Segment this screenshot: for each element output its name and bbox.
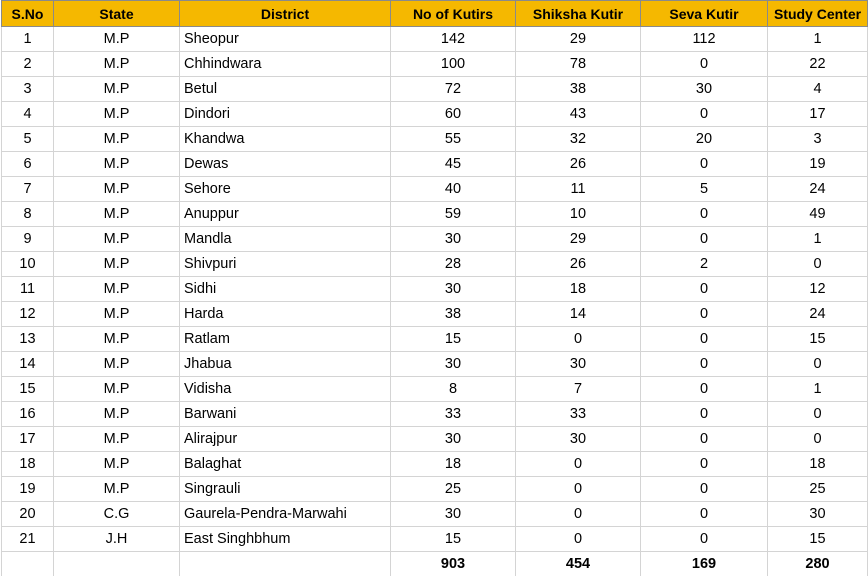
- cell-district: Sehore: [180, 177, 391, 202]
- cell-no-of-kutirs: 100: [391, 52, 516, 77]
- cell-no-of-kutirs: 55: [391, 127, 516, 152]
- cell-shiksha-kutir: 29: [516, 27, 641, 52]
- cell-shiksha-kutir: 29: [516, 227, 641, 252]
- header-state: State: [54, 1, 180, 27]
- cell-district: Anuppur: [180, 202, 391, 227]
- cell-study-center: 19: [768, 152, 868, 177]
- cell-no-of-kutirs: 33: [391, 402, 516, 427]
- cell-seva-kutir: 5: [641, 177, 768, 202]
- cell-district: Vidisha: [180, 377, 391, 402]
- cell-sno: 7: [2, 177, 54, 202]
- cell-district: Khandwa: [180, 127, 391, 152]
- cell-study-center: 15: [768, 527, 868, 552]
- total-shiksha-kutir: 454: [516, 552, 641, 576]
- cell-state: M.P: [54, 152, 180, 177]
- total-no-of-kutirs: 903: [391, 552, 516, 576]
- cell-no-of-kutirs: 25: [391, 477, 516, 502]
- cell-seva-kutir: 0: [641, 227, 768, 252]
- cell-district: Chhindwara: [180, 52, 391, 77]
- cell-sno: 16: [2, 402, 54, 427]
- cell-shiksha-kutir: 38: [516, 77, 641, 102]
- cell-seva-kutir: 0: [641, 352, 768, 377]
- cell-shiksha-kutir: 0: [516, 477, 641, 502]
- total-study-center: 280: [768, 552, 868, 576]
- table-row: [2, 177, 868, 202]
- table-row: [2, 327, 868, 352]
- cell-no-of-kutirs: 30: [391, 352, 516, 377]
- cell-shiksha-kutir: 7: [516, 377, 641, 402]
- cell-shiksha-kutir: 30: [516, 427, 641, 452]
- cell-no-of-kutirs: 30: [391, 502, 516, 527]
- cell-study-center: 30: [768, 502, 868, 527]
- cell-no-of-kutirs: 18: [391, 452, 516, 477]
- cell-sno: 13: [2, 327, 54, 352]
- cell-sno: 20: [2, 502, 54, 527]
- cell-study-center: 1: [768, 227, 868, 252]
- cell-study-center: 24: [768, 302, 868, 327]
- cell-district: Alirajpur: [180, 427, 391, 452]
- total-district: [180, 552, 391, 576]
- cell-seva-kutir: 2: [641, 252, 768, 277]
- cell-study-center: 25: [768, 477, 868, 502]
- cell-district: Dewas: [180, 152, 391, 177]
- cell-no-of-kutirs: 60: [391, 102, 516, 127]
- cell-district: Betul: [180, 77, 391, 102]
- cell-sno: 4: [2, 102, 54, 127]
- table-row: [2, 152, 868, 177]
- cell-seva-kutir: 0: [641, 402, 768, 427]
- cell-study-center: 49: [768, 202, 868, 227]
- cell-sno: 2: [2, 52, 54, 77]
- cell-shiksha-kutir: 0: [516, 502, 641, 527]
- cell-seva-kutir: 0: [641, 152, 768, 177]
- cell-state: M.P: [54, 227, 180, 252]
- table-row: [2, 452, 868, 477]
- cell-state: M.P: [54, 277, 180, 302]
- cell-state: M.P: [54, 127, 180, 152]
- cell-seva-kutir: 0: [641, 52, 768, 77]
- table-row: [2, 477, 868, 502]
- table-row: [2, 252, 868, 277]
- cell-state: M.P: [54, 252, 180, 277]
- cell-no-of-kutirs: 59: [391, 202, 516, 227]
- cell-district: Mandla: [180, 227, 391, 252]
- cell-study-center: 15: [768, 327, 868, 352]
- cell-state: M.P: [54, 427, 180, 452]
- table-row: [2, 102, 868, 127]
- cell-no-of-kutirs: 15: [391, 527, 516, 552]
- table-row: [2, 527, 868, 552]
- cell-seva-kutir: 0: [641, 102, 768, 127]
- cell-no-of-kutirs: 30: [391, 227, 516, 252]
- cell-seva-kutir: 0: [641, 427, 768, 452]
- cell-shiksha-kutir: 0: [516, 527, 641, 552]
- cell-district: Sheopur: [180, 27, 391, 52]
- cell-sno: 9: [2, 227, 54, 252]
- kutir-table: [1, 0, 868, 576]
- cell-district: Dindori: [180, 102, 391, 127]
- cell-state: M.P: [54, 102, 180, 127]
- cell-sno: 18: [2, 452, 54, 477]
- total-state: [54, 552, 180, 576]
- cell-shiksha-kutir: 10: [516, 202, 641, 227]
- table-row: [2, 52, 868, 77]
- cell-study-center: 0: [768, 402, 868, 427]
- table-row: [2, 77, 868, 102]
- cell-sno: 12: [2, 302, 54, 327]
- cell-no-of-kutirs: 38: [391, 302, 516, 327]
- cell-no-of-kutirs: 15: [391, 327, 516, 352]
- cell-shiksha-kutir: 0: [516, 452, 641, 477]
- table-row: [2, 502, 868, 527]
- cell-state: M.P: [54, 452, 180, 477]
- cell-study-center: 0: [768, 352, 868, 377]
- cell-state: M.P: [54, 77, 180, 102]
- cell-state: M.P: [54, 177, 180, 202]
- cell-sno: 17: [2, 427, 54, 452]
- cell-seva-kutir: 0: [641, 527, 768, 552]
- cell-seva-kutir: 0: [641, 452, 768, 477]
- cell-sno: 8: [2, 202, 54, 227]
- cell-seva-kutir: 0: [641, 502, 768, 527]
- cell-study-center: 18: [768, 452, 868, 477]
- header-shiksha-kutir: Shiksha Kutir: [516, 1, 641, 27]
- cell-shiksha-kutir: 0: [516, 327, 641, 352]
- cell-seva-kutir: 30: [641, 77, 768, 102]
- cell-sno: 6: [2, 152, 54, 177]
- cell-study-center: 22: [768, 52, 868, 77]
- header-seva-kutir: Seva Kutir: [641, 1, 768, 27]
- cell-district: Barwani: [180, 402, 391, 427]
- cell-shiksha-kutir: 32: [516, 127, 641, 152]
- total-sno: [2, 552, 54, 576]
- cell-seva-kutir: 0: [641, 477, 768, 502]
- cell-shiksha-kutir: 43: [516, 102, 641, 127]
- cell-no-of-kutirs: 142: [391, 27, 516, 52]
- cell-state: M.P: [54, 477, 180, 502]
- cell-sno: 11: [2, 277, 54, 302]
- cell-state: J.H: [54, 527, 180, 552]
- cell-sno: 10: [2, 252, 54, 277]
- cell-no-of-kutirs: 8: [391, 377, 516, 402]
- cell-district: Shivpuri: [180, 252, 391, 277]
- cell-district: Ratlam: [180, 327, 391, 352]
- cell-state: M.P: [54, 302, 180, 327]
- cell-no-of-kutirs: 28: [391, 252, 516, 277]
- table-row: [2, 402, 868, 427]
- header-district: District: [180, 1, 391, 27]
- table-row: [2, 27, 868, 52]
- cell-shiksha-kutir: 18: [516, 277, 641, 302]
- cell-no-of-kutirs: 30: [391, 427, 516, 452]
- table-row: [2, 377, 868, 402]
- cell-study-center: 3: [768, 127, 868, 152]
- cell-sno: 5: [2, 127, 54, 152]
- header-row: [2, 1, 868, 27]
- cell-district: Harda: [180, 302, 391, 327]
- cell-district: Balaghat: [180, 452, 391, 477]
- cell-state: M.P: [54, 52, 180, 77]
- totals-row: [2, 552, 868, 576]
- cell-shiksha-kutir: 26: [516, 152, 641, 177]
- cell-shiksha-kutir: 30: [516, 352, 641, 377]
- cell-district: Gaurela-Pendra-Marwahi: [180, 502, 391, 527]
- cell-sno: 19: [2, 477, 54, 502]
- cell-state: M.P: [54, 27, 180, 52]
- table-row: [2, 427, 868, 452]
- cell-study-center: 4: [768, 77, 868, 102]
- cell-seva-kutir: 0: [641, 277, 768, 302]
- cell-shiksha-kutir: 14: [516, 302, 641, 327]
- cell-sno: 21: [2, 527, 54, 552]
- header-sno: S.No: [2, 1, 54, 27]
- cell-no-of-kutirs: 30: [391, 277, 516, 302]
- cell-no-of-kutirs: 72: [391, 77, 516, 102]
- table-row: [2, 277, 868, 302]
- cell-sno: 15: [2, 377, 54, 402]
- cell-study-center: 12: [768, 277, 868, 302]
- cell-state: M.P: [54, 402, 180, 427]
- cell-state: M.P: [54, 377, 180, 402]
- cell-no-of-kutirs: 45: [391, 152, 516, 177]
- cell-seva-kutir: 0: [641, 202, 768, 227]
- cell-seva-kutir: 0: [641, 377, 768, 402]
- cell-seva-kutir: 20: [641, 127, 768, 152]
- cell-study-center: 1: [768, 377, 868, 402]
- table-row: [2, 227, 868, 252]
- cell-shiksha-kutir: 26: [516, 252, 641, 277]
- cell-shiksha-kutir: 33: [516, 402, 641, 427]
- cell-state: M.P: [54, 352, 180, 377]
- cell-state: M.P: [54, 202, 180, 227]
- cell-state: C.G: [54, 502, 180, 527]
- cell-shiksha-kutir: 11: [516, 177, 641, 202]
- table-row: [2, 352, 868, 377]
- cell-study-center: 0: [768, 427, 868, 452]
- cell-study-center: 0: [768, 252, 868, 277]
- cell-seva-kutir: 0: [641, 327, 768, 352]
- cell-seva-kutir: 0: [641, 302, 768, 327]
- cell-no-of-kutirs: 40: [391, 177, 516, 202]
- table-row: [2, 127, 868, 152]
- cell-study-center: 24: [768, 177, 868, 202]
- cell-study-center: 1: [768, 27, 868, 52]
- cell-shiksha-kutir: 78: [516, 52, 641, 77]
- cell-sno: 3: [2, 77, 54, 102]
- cell-sno: 1: [2, 27, 54, 52]
- cell-district: Singrauli: [180, 477, 391, 502]
- total-seva-kutir: 169: [641, 552, 768, 576]
- cell-district: Jhabua: [180, 352, 391, 377]
- cell-state: M.P: [54, 327, 180, 352]
- table-row: [2, 202, 868, 227]
- cell-district: East Singhbhum: [180, 527, 391, 552]
- table-row: [2, 302, 868, 327]
- header-no-of-kutirs: No of Kutirs: [391, 1, 516, 27]
- header-study-center: Study Center: [768, 1, 868, 27]
- cell-seva-kutir: 112: [641, 27, 768, 52]
- cell-sno: 14: [2, 352, 54, 377]
- cell-district: Sidhi: [180, 277, 391, 302]
- cell-study-center: 17: [768, 102, 868, 127]
